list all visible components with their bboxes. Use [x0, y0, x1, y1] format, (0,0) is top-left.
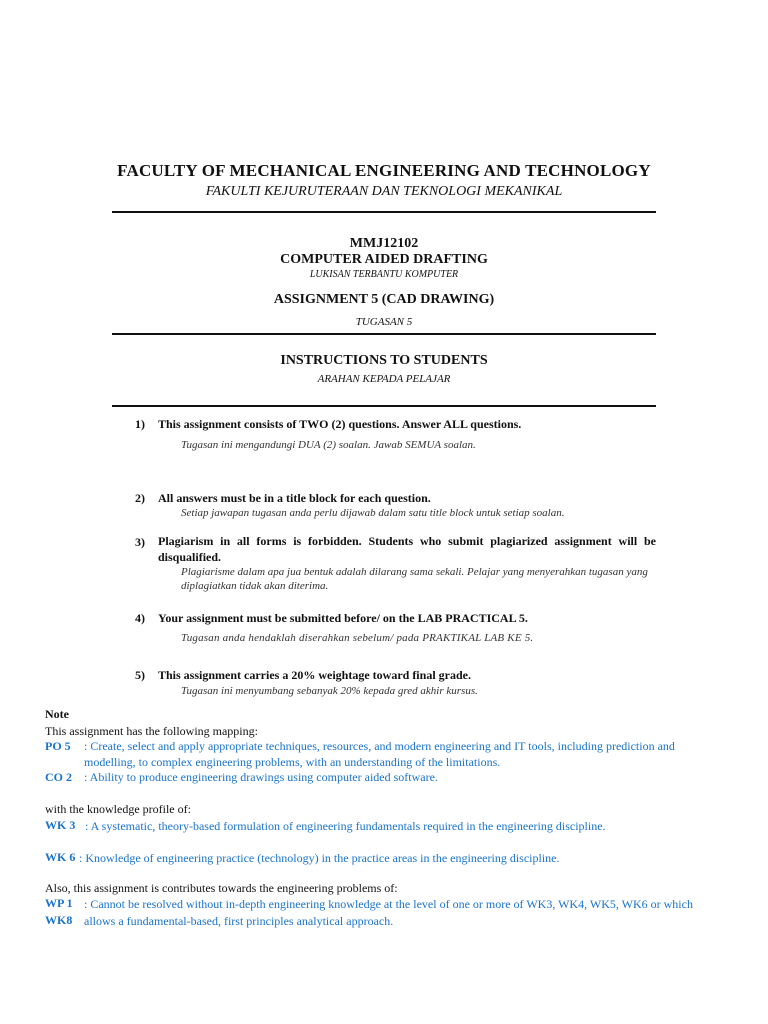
- instruction-text-ms: Tugasan ini menyumbang sebanyak 20% kepada gred akhir kursus.: [181, 685, 478, 697]
- instruction-number: 4): [135, 611, 145, 625]
- divider: [112, 211, 656, 213]
- instruction-text-en: This assignment consists of TWO (2) questions. Answer ALL questions.: [158, 417, 522, 431]
- mapping-code: PO 5: [45, 739, 71, 753]
- instruction-text-ms: Tugasan anda hendaklah diserahkan sebelum/ pada PRAKTIKAL LAB KE 5.: [181, 632, 534, 644]
- instruction-number: 2): [135, 491, 145, 505]
- knowledge-code: WK 3: [45, 818, 76, 832]
- instruction-number: 5): [135, 668, 145, 682]
- knowledge-code: WK 6: [45, 850, 76, 864]
- faculty-title-en: FACULTY OF MECHANICAL ENGINEERING AND TECHNOLOGY: [117, 161, 651, 180]
- instructions-heading-ms: ARAHAN KEPADA PELAJAR: [317, 373, 451, 385]
- knowledge-text: : Knowledge of engineering practice (technology) in the practice areas in the engineering discipline.: [79, 851, 560, 865]
- instructions-heading-en: INSTRUCTIONS TO STUDENTS: [280, 353, 488, 368]
- problems-intro: Also, this assignment is contributes towards the engineering problems of:: [45, 881, 398, 895]
- note-title: Note: [45, 707, 69, 721]
- knowledge-text: : A systematic, theory-based formulation of engineering fundamentals required in the engineering discipline.: [85, 819, 606, 833]
- instruction-number: 3): [135, 535, 145, 549]
- instruction-text-en: Plagiarism in all forms is forbidden. Students who submit plagiarized assignment will be disqualified.: [158, 534, 656, 564]
- knowledge-intro: with the knowledge profile of:: [45, 802, 191, 816]
- course-name-en: COMPUTER AIDED DRAFTING: [280, 252, 488, 267]
- divider: [112, 405, 656, 407]
- assignment-title-en: ASSIGNMENT 5 (CAD DRAWING): [273, 292, 495, 307]
- instruction-number: 1): [135, 417, 145, 431]
- instruction-text-ms: Setiap jawapan tugasan anda perlu dijawab dalam satu title block untuk setiap soalan.: [181, 507, 565, 519]
- assignment-title-ms: TUGASAN 5: [355, 316, 413, 328]
- divider: [112, 333, 656, 335]
- problems-text: : Cannot be resolved without in-depth engineering knowledge at the level of one or more of WK3, WK4, WK5, WK6 or which allows a fundamental-based, first principles analytical approach.: [84, 897, 693, 928]
- instruction-text-en: This assignment carries a 20% weightage toward final grade.: [158, 668, 471, 682]
- mapping-text: : Create, select and apply appropriate techniques, resources, and modern engineering and IT tools, including prediction and modelling, to complex engineering problems, with an understanding of the limitations.: [84, 739, 675, 769]
- instruction-text-ms: Tugasan ini mengandungi DUA (2) soalan. Jawab SEMUA soalan.: [181, 439, 476, 451]
- mapping-intro: This assignment has the following mapping:: [45, 724, 258, 738]
- mapping-text: : Ability to produce engineering drawings using computer aided software.: [84, 770, 438, 784]
- mapping-code: CO 2: [45, 770, 72, 784]
- faculty-title-ms: FAKULTI KEJURUTERAAN DAN TEKNOLOGI MEKANIKAL: [205, 184, 563, 199]
- instruction-text-ms: Plagiarisme dalam apa jua bentuk adalah dilarang sama sekali. Pelajar yang menyerahkan tugasan yang diplagiatkan tidak akan diterima.: [181, 566, 648, 592]
- instruction-text-en: All answers must be in a title block for each question.: [158, 491, 431, 505]
- problem-code: WP 1: [45, 896, 73, 910]
- course-name-ms: LUKISAN TERBANTU KOMPUTER: [309, 269, 459, 280]
- instruction-text-en: Your assignment must be submitted before/ on the LAB PRACTICAL 5.: [158, 611, 528, 625]
- problem-code: WK8: [45, 913, 73, 927]
- course-code: MMJ12102: [349, 236, 419, 251]
